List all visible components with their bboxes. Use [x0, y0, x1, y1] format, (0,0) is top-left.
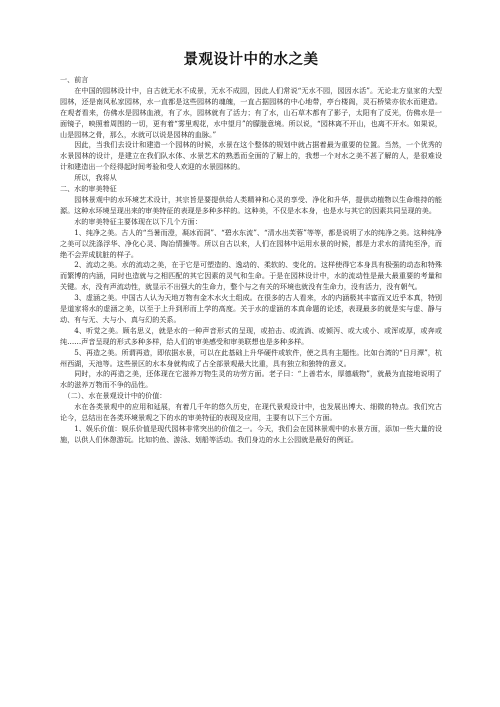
- document-page: [60, 50, 442, 446]
- paragraph: 同时，水的再造之美，还体现在它滋养万物生灵的功劳方面。老子曰：“上善若水，厚德载物”，就最为直接地说明了水的滋养万物而不争的品性。: [60, 369, 442, 390]
- paragraph: 水的审美特征主要体现在以下几个方面：: [74, 216, 202, 226]
- paragraph: 所以，我将从: [74, 173, 117, 183]
- paragraph: 1、娱乐价值：娱乐价值是现代园林非常突出的价值之一。今天，我们会在园林景观中的水景方面，添加一些大量的设施，以供人们休憩游玩。比如钓鱼、游泳、划船等活动。我们身边的水上公园就是最好的例证。: [60, 424, 442, 444]
- section-heading: 二、水的审美特征: [60, 184, 117, 194]
- paragraph: 因此，当我们去设计和建造一个园林的时候，水景在这个整体的规划中就占据着最为重要的位置。当然，一个优秀的水景园林的设计，是建立在我们队水体、水景艺术的熟悉而全面的了解上的，我想一个对水之美不甚了解的人，是很难设计和建造出一个经得起时间考验和受人欢迎的水景园林的。: [60, 140, 442, 172]
- paragraph: 3、虚涵之美。中国古人认为天地万物有金木水火土组成。在很多的古人看来，水的内涵极其丰富而又近乎本真，特别是道家将水的虚涵之美，以至于上升到形而上学的高度。关于水的虚涵的本真命题的论述，表现最多的就是实与虚、静与动、有与无、大与小、真与幻的关系。: [60, 293, 442, 324]
- paragraph: 1、纯净之美。古人的“当暑而澄，凝冰而洞”、“碧水东流”、“清水出芙蓉”等等，都是说明了水的纯净之美。这种纯净之美可以洗涤浮华、净化心灵、陶冶情操等。所以自古以来，人们在园林中运用水景的时候，都是力求水的清纯至净，而绝不会弄成肮脏的样子。: [60, 227, 442, 259]
- paragraph: 5、再造之美。所谓再造，即依据水景，可以在此基础上升华硬件或软件，使之具有主题性。比如台湾的“日月潭”，杭州西湖，天池等。这些景区的水本身就构成了占全部景观最大比重，具有独立和独特的意义。: [60, 347, 442, 368]
- section-heading: （二）、水在景观设计中的价值：: [63, 391, 167, 401]
- section-heading: 一、前言: [60, 75, 89, 84]
- paragraph: 园林景观中的水环境艺术设计，其宗旨是要提供给人类精神和心灵的享受、净化和升华，提供动植物以生命维持的能源。这种水环境呈现出来的审美特征的表现是多种多样的。这种美，不仅是水本身，也是水与其它的因素共同呈现的美。: [60, 194, 442, 215]
- paragraph: 2、流动之美。水的流动之美，在于它是可塑造的、逸动的、柔软的、变化的。这样使得它本身具有极强的动态和特殊而繁博的内涵，同时也造就与之相匹配的其它因素的灵气和生命。于是在园林设计中，水的流动性是最大最重要的考量和关键。水，没有声流动性，就显示不出强大的生命力，整个与之有关的环境也就没有生命力，没有活力，没有朝气。: [60, 260, 442, 292]
- document-body: [60, 75, 442, 446]
- paragraph: 水在各类景观中的应用和延展，有着几千年的悠久历史，在现代景观设计中，也发展出博大、细微的特点。我们究古论今，总结出在各类环境景观之下的水的审美特征的表现及应用，主要有以下三个方面。: [60, 402, 442, 423]
- paragraph: 在中国的园林设计中，自古就无水不成景，无水不成园，因此人们常说“无水不园，园因水活”。无论北方皇家的大型园林，还是南风私家园林，水一直都是这些园林的魂魄，一直占据园林的中心地带，亭台楼阁，灵石桥梁亦依水而建造。在观者看来，仿佛水是园林血液，有了水，园林就有了活力；有了水，山石草木都有了影子，太阳有了反光，仿佛水是一面镜子，映照着周围的一切，更有着“雾里观花，水中望月”的朦胧意境。所以说，“园林离不开山，也离不开水。如果说，山是园林之骨，那么，水就可以说是园林的血脉。”: [60, 85, 442, 139]
- document-title: 景观设计中的水之美: [183, 52, 319, 68]
- paragraph: 4、听觉之美。顾名思义，就是水的一种声音形式的呈现，或拍击、或流淌、或倾泻、或大或小、或浑或厚，或奔或纯……声音呈现的形式多种多样，给人们的审美感受和审美联想也是多种多样。: [60, 325, 442, 346]
